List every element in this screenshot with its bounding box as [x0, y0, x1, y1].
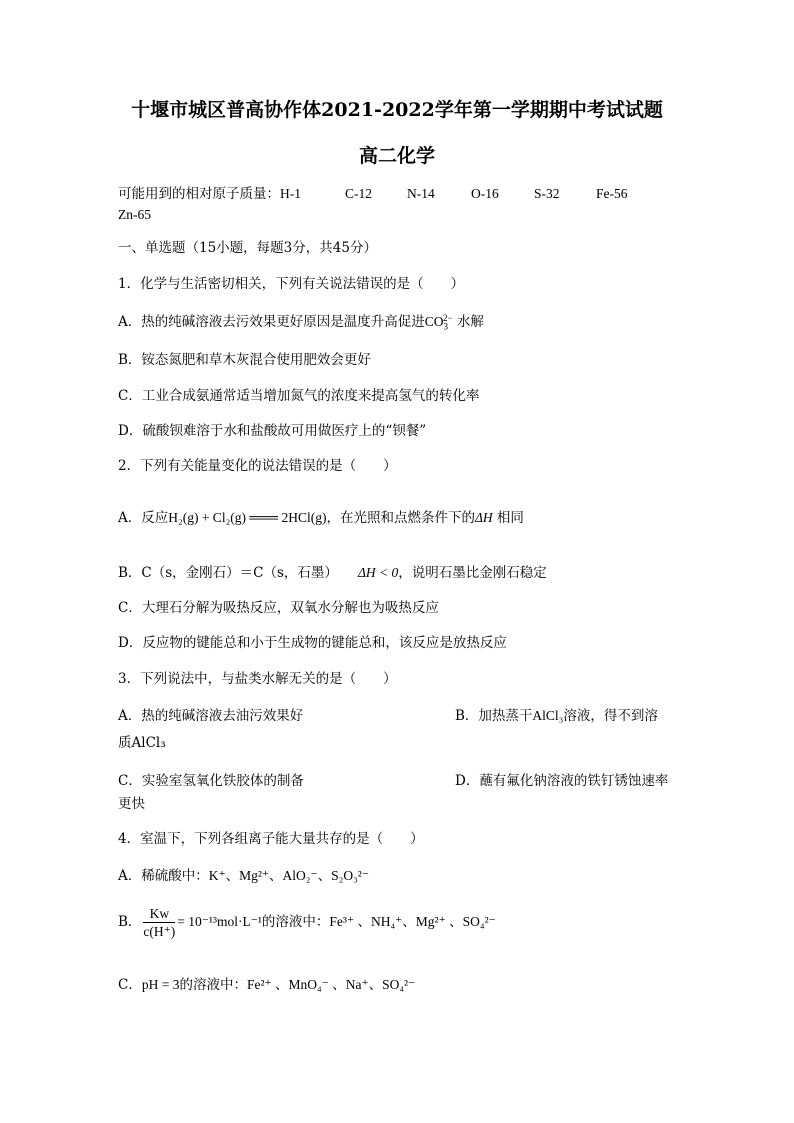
- mass-s: S-32: [534, 186, 560, 201]
- q4-stem: 4．室温下，下列各组离子能大量共存的是（ ）: [118, 831, 424, 847]
- q2-option-c: C．大理石分解为吸热反应，双氧水分解也为吸热反应: [118, 600, 439, 616]
- q1-option-c: C．工业合成氨通常适当增加氮气的浓度来提高氢气的转化率: [118, 388, 480, 404]
- kw-value: = 10⁻¹³mol·L⁻¹: [177, 914, 262, 929]
- mass-o: O-16: [471, 186, 499, 201]
- alcl3-formula: AlCl₃: [532, 708, 564, 723]
- q4-c-mid: 的溶液中：: [179, 977, 247, 993]
- mass-fe: Fe-56: [596, 186, 628, 201]
- mass-c: C-12: [345, 186, 372, 201]
- q2-option-a: [118, 508, 524, 528]
- q2-a-mid: ，在光照和点燃条件下的: [326, 510, 475, 526]
- q4-b-text: B．: [118, 914, 142, 930]
- mass-n: N-14: [407, 186, 435, 201]
- q2-a-tail: 相同: [492, 510, 524, 526]
- q3-b-text: B．加热蒸干: [455, 708, 533, 724]
- mass-zn: Zn-65: [118, 207, 151, 222]
- delta-h-symbol: ΔH: [474, 510, 493, 525]
- q3-option-a: A．热的纯碱溶液去油污效果好: [118, 708, 304, 724]
- mass-h: H-1: [280, 186, 301, 201]
- q2-b-tail: ，说明石墨比金刚石稳定: [398, 565, 547, 581]
- kw-fraction: [143, 905, 175, 940]
- q1-option-d: D．硫酸钡难溶于水和盐酸故可用做医疗上的“钡餐”: [118, 423, 427, 439]
- ph-value: pH = 3: [141, 977, 180, 992]
- q2-option-d: D．反应物的键能总和小于生成物的键能总和，该反应是放热反应: [118, 635, 507, 651]
- q1-stem: 1．化学与生活密切相关，下列有关说法错误的是（ ）: [118, 276, 465, 292]
- kw-numerator: Kw: [143, 905, 175, 923]
- q4-a-text: A．稀硫酸中：: [118, 868, 209, 884]
- q2-a-text: A．反应: [118, 510, 169, 526]
- kw-denominator: c(H⁺): [143, 924, 176, 939]
- atomic-masses-line: [118, 184, 628, 204]
- q1-option-b: B．铵态氮肥和草木灰混合使用肥效会更好: [118, 352, 371, 368]
- q1-a-tail: 水解: [452, 314, 484, 330]
- q3-b-tail: 溶液，得不到溶: [563, 708, 658, 724]
- q2-stem: 2．下列有关能量变化的说法错误的是（ ）: [118, 458, 397, 474]
- q2-option-b: [118, 563, 547, 583]
- q3-option-d-cont: 更快: [118, 796, 145, 812]
- carbonate-ion: $CO_3^{2-}$: [424, 312, 453, 332]
- q4-b-mid: 的溶液中：: [261, 914, 330, 930]
- section-heading: 一、单选题（15小题，每题3分，共45分）: [118, 240, 377, 256]
- q4-option-c: [118, 975, 415, 995]
- q3-option-c: C．实验室氢氧化铁胶体的制备: [118, 773, 304, 789]
- q4-c-text: C．: [118, 977, 142, 993]
- q3-stem: 3．下列说法中，与盐类水解无关的是（ ）: [118, 671, 397, 687]
- q4-a-ions: K⁺、Mg²⁺、AlO₂⁻、S₂O₃²⁻: [208, 868, 369, 883]
- exam-title: 十堰市城区普高协作体2021-2022学年第一学期期中考试试题: [131, 99, 663, 121]
- q3-option-b: [455, 706, 658, 726]
- atomic-masses-label: 可能用到的相对原子质量：: [118, 186, 280, 202]
- q2-b-text: B．C（s，金刚石）＝C（s，石墨）: [118, 565, 338, 581]
- hcl-equation: H₂(g) + Cl₂(g) ═══ 2HCl(g): [168, 510, 327, 525]
- exam-subtitle: 高二化学: [358, 145, 435, 167]
- q3-option-b-cont: 质AlCl₃: [118, 735, 166, 751]
- q4-option-b: [118, 905, 496, 940]
- q4-c-ions: Fe²⁺ 、MnO₄⁻ 、Na⁺、SO₄²⁻: [246, 977, 416, 992]
- q4-option-a: [118, 866, 369, 886]
- q1-a-text: A．热的纯碱溶液去污效果更好原因是温度升高促进: [118, 314, 425, 330]
- q3-option-d: D．蘸有氟化钠溶液的铁钉锈蚀速率: [455, 773, 669, 789]
- q4-b-ions: Fe³⁺ 、NH₄⁺、Mg²⁺ 、SO₄²⁻: [329, 914, 496, 929]
- delta-h-condition: ΔH < 0: [357, 565, 399, 580]
- q1-option-a: [118, 312, 484, 332]
